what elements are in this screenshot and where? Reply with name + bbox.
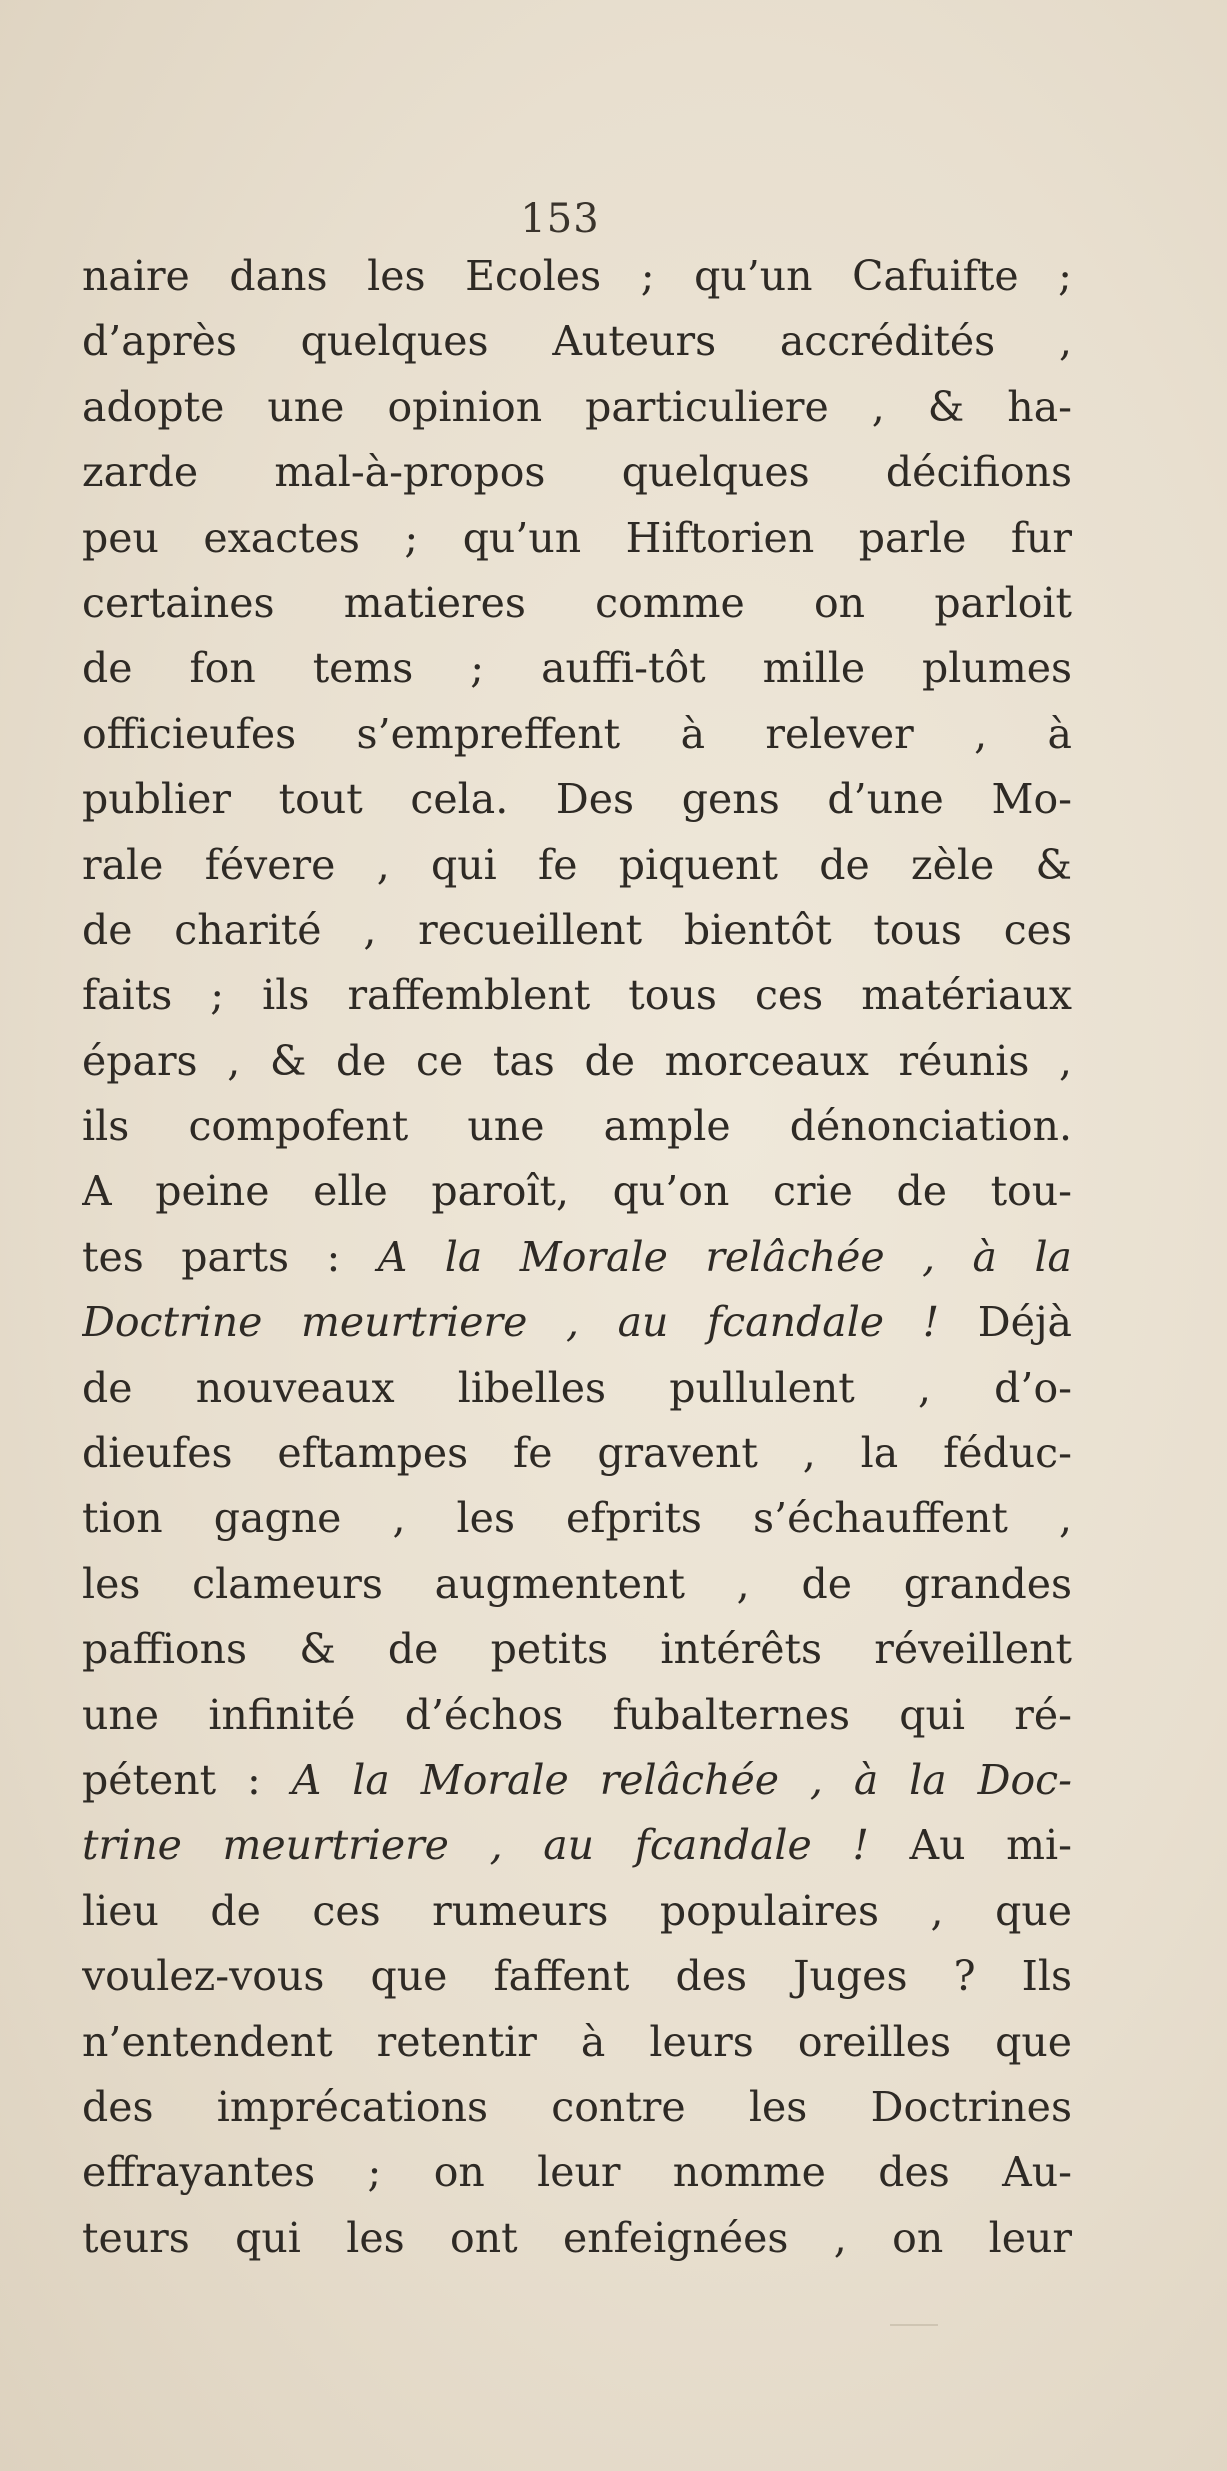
text-segment: A peine elle paroît, qu’on crie de tou- bbox=[82, 1167, 1072, 1216]
text-segment: tion gagne , les efprits s’échauffent , bbox=[82, 1494, 1072, 1543]
text-segment: publier tout cela. Des gens d’une Mo- bbox=[82, 775, 1072, 824]
text-line bbox=[82, 1421, 1072, 1486]
text-line bbox=[82, 963, 1072, 1028]
text-line bbox=[82, 1356, 1072, 1421]
text-segment: adopte une opinion particuliere , & ha- bbox=[82, 382, 1072, 431]
text-line bbox=[82, 1944, 1072, 2009]
text-segment: n’entendent retentir à leurs oreilles que bbox=[82, 2017, 1072, 2066]
text-segment: voulez-vous que faffent des Juges ? Ils bbox=[82, 1952, 1072, 2001]
text-segment: ils compofent une ample dénonciation. bbox=[82, 1102, 1072, 1151]
text-line bbox=[82, 244, 1072, 309]
text-segment: tes parts : bbox=[82, 1232, 378, 1281]
text-segment: dieufes eftampes fe gravent , la féduc- bbox=[82, 1429, 1072, 1478]
text-segment: de nouveaux libelles pullulent , d’o- bbox=[82, 1363, 1072, 1412]
text-line bbox=[82, 1486, 1072, 1551]
text-line bbox=[82, 440, 1072, 505]
text-segment: de fon tems ; auffi-tôt mille plumes bbox=[82, 644, 1072, 693]
text-segment: lieu de ces rumeurs populaires , que bbox=[82, 1886, 1072, 1935]
text-line bbox=[82, 1813, 1072, 1878]
text-line bbox=[82, 1029, 1072, 1094]
text-line bbox=[82, 2010, 1072, 2075]
text-segment: teurs qui les ont enfeignées , on leur bbox=[82, 2213, 1072, 2262]
text-segment: pétent : bbox=[82, 1755, 292, 1804]
text-segment: Déjà bbox=[939, 1298, 1072, 1347]
text-line bbox=[82, 702, 1072, 767]
text-segment: de charité , recueillent bientôt tous ces bbox=[82, 905, 1072, 954]
text-segment: naire dans les Ecoles ; qu’un Cafuifte ; bbox=[82, 252, 1072, 300]
text-line bbox=[82, 571, 1072, 636]
text-segment: faits ; ils raffemblent tous ces matériaux bbox=[82, 971, 1072, 1020]
text-line bbox=[82, 506, 1072, 571]
text-segment: les clameurs augmentent , de grandes bbox=[82, 1559, 1072, 1608]
text-segment: effrayantes ; on leur nomme des Au- bbox=[82, 2148, 1072, 2197]
text-segment: paffions & de petits intérêts réveillent bbox=[82, 1625, 1072, 1674]
italic-text: A la Morale relâchée , à la bbox=[377, 1232, 1072, 1281]
text-line bbox=[82, 1094, 1072, 1159]
text-segment: d’après quelques Auteurs accrédités , bbox=[82, 317, 1072, 366]
text-segment: certaines matieres comme on parloit bbox=[82, 578, 1072, 627]
text-line bbox=[82, 636, 1072, 701]
text-line bbox=[82, 375, 1072, 440]
text-segment: rale févere , qui fe piquent de zèle & bbox=[82, 840, 1072, 889]
text-line bbox=[82, 2140, 1072, 2205]
page-number: 153 bbox=[520, 196, 600, 242]
text-line bbox=[82, 898, 1072, 963]
text-line bbox=[82, 309, 1072, 374]
text-line bbox=[82, 1617, 1072, 1682]
text-line bbox=[82, 1225, 1072, 1290]
text-line bbox=[82, 1683, 1072, 1748]
italic-text: Doctrine meurtriere , au fcandale ! bbox=[82, 1298, 940, 1347]
text-segment: épars , & de ce tas de morceaux réunis , bbox=[82, 1036, 1072, 1085]
page-mark bbox=[890, 2324, 938, 2326]
text-segment: peu exactes ; qu’un Hiftorien parle fur bbox=[82, 513, 1072, 562]
text-segment: zarde mal-à-propos quelques décifions bbox=[82, 448, 1072, 497]
body-text bbox=[82, 244, 1072, 2271]
text-line bbox=[82, 1290, 1072, 1355]
text-line bbox=[82, 1159, 1072, 1224]
text-line bbox=[82, 833, 1072, 898]
italic-text: A la Morale relâchée , à la Doc- bbox=[291, 1755, 1072, 1804]
text-segment: Au mi- bbox=[868, 1821, 1072, 1870]
text-line bbox=[82, 1748, 1072, 1813]
text-line bbox=[82, 2075, 1072, 2140]
text-segment: des imprécations contre les Doctrines bbox=[82, 2082, 1072, 2131]
text-line bbox=[82, 1552, 1072, 1617]
text-line bbox=[82, 767, 1072, 832]
text-line bbox=[82, 2206, 1072, 2271]
italic-text: trine meurtriere , au fcandale ! bbox=[82, 1821, 869, 1870]
text-line bbox=[82, 1879, 1072, 1944]
text-segment: officieufes s’empreffent à relever , à bbox=[82, 709, 1072, 758]
text-segment: une infinité d’échos fubalternes qui ré- bbox=[82, 1690, 1072, 1739]
